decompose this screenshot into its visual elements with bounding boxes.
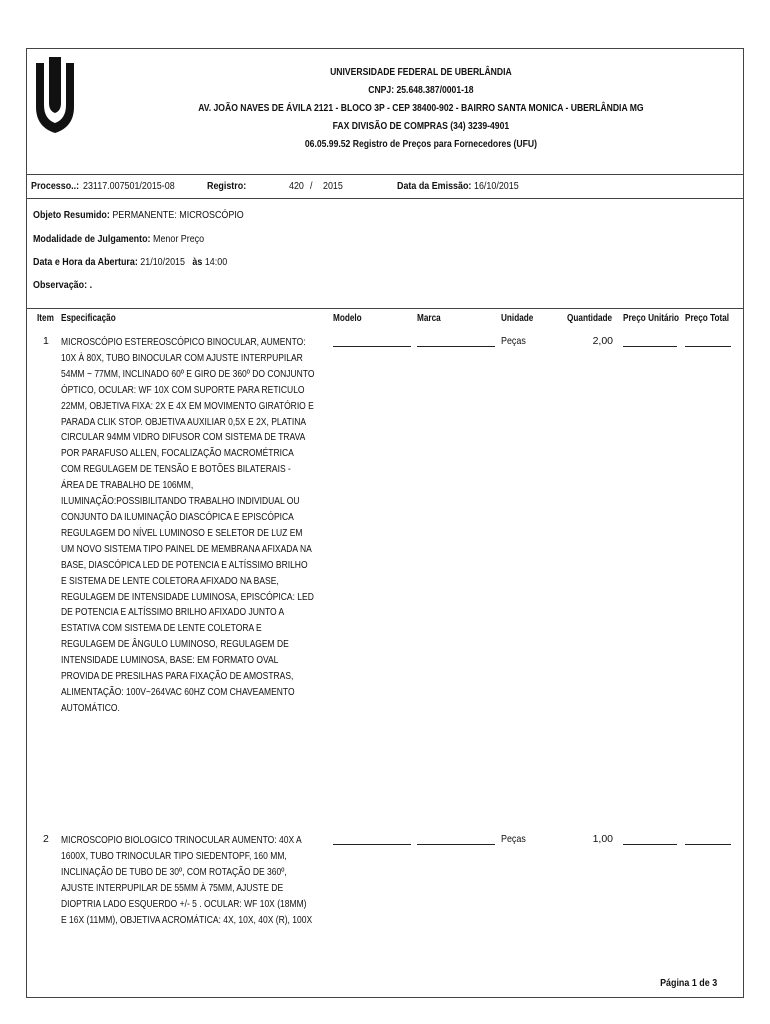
preco-unitario-blank xyxy=(623,844,677,845)
col-quantidade: Quantidade xyxy=(567,313,613,324)
abertura-time: 14:00 xyxy=(204,256,228,268)
modalidade-value: Menor Preço xyxy=(153,233,205,245)
university-name: UNIVERSIDADE FEDERAL DE UBERLÂNDIA xyxy=(330,66,512,78)
spec-line: REGULAGEM DO NÍVEL LUMINOSO E SELETOR DE LUZ EM xyxy=(61,526,303,539)
observacao-label: Observação: xyxy=(33,279,88,291)
spec-line: UM NOVO SISTEMA TIPO PAINEL DE MEMBRANA AFIXADA NA xyxy=(61,542,312,555)
modelo-blank xyxy=(333,844,411,845)
spec-line: MICROSCÓPIO ESTEREOSCÓPICO BINOCULAR, AUMENTO: xyxy=(61,336,306,348)
spec-line: CONJUNTO DA ILUMINAÇÃO DIASCÓPICA E EPISCÓPICA xyxy=(61,510,294,523)
spec-line: REGULAGEM DE ÂNGULO LUMINOSO, REGULAGEM DE xyxy=(61,638,289,651)
spec-line: ALIMENTAÇÃO: 100V~264VAC 60HZ COM CHAVEAMENTO xyxy=(61,685,295,698)
as-label: às xyxy=(192,256,203,268)
process-row xyxy=(27,175,743,199)
spec-line: E 16X (11MM), OBJETIVA ACROMÁTICA: 4X, 10X, 40X (R), 100X xyxy=(61,913,313,926)
fax: FAX DIVISÃO DE COMPRAS (34) 3239-4901 xyxy=(332,120,510,132)
spec-line: DIOPTRIA LADO ESQUERDO +/- 5 . OCULAR: WF 10X (18MM) xyxy=(61,897,307,910)
spec-line: ILUMINAÇÃO:POSSIBILITANDO TRABALHO INDIVIDUAL OU xyxy=(61,495,300,508)
spec-line: AJUSTE INTERPUPILAR DE 55MM À 75MM, AJUSTE DE xyxy=(61,881,284,894)
registro-sep: / xyxy=(310,180,313,192)
item-spec xyxy=(61,833,328,928)
spec-line: CIRCULAR 94MM VIDRO DIFUSOR COM SISTEMA DE TRAVA xyxy=(61,431,306,444)
spec-line: ESTATIVA COM SISTEMA DE LENTE COLETORA E xyxy=(61,622,262,635)
item-quantity: 2,00 xyxy=(592,335,613,347)
modelo-blank xyxy=(333,346,411,347)
spec-line: COM REGULAGEM DE TENSÃO E BOTÕES BILATERAIS - xyxy=(61,463,291,476)
observacao-value: . xyxy=(89,279,93,291)
spec-line: PARADA CLIK STOP. OBJETIVA AUXILIAR 0,5X E 2X, PLATINA xyxy=(61,415,307,428)
address: AV. JOÃO NAVES DE ÁVILA 2121 - BLOCO 3P - CEP 38400-902 - BAIRRO SANTA MONICA - UBERLÂNDIA MG xyxy=(198,102,644,114)
table-header xyxy=(27,311,743,331)
document-header xyxy=(27,49,743,175)
spec-line: MICROSCOPIO BIOLOGICO TRINOCULAR AUMENTO: 40X A xyxy=(61,834,302,846)
spec-line: INTENSIDADE LUMINOSA, BASE: EM FORMATO OVAL xyxy=(61,654,279,667)
spec-line: BASE, DIASCÓPICA LED DE POTENCIA E ALTÍSSIMO BRILHO xyxy=(61,558,308,571)
item-number: 2 xyxy=(43,833,49,845)
spec-line: ÓPTICO, OCULAR: WF 10X COM SUPORTE PARA RETICULO xyxy=(61,383,305,396)
marca-blank xyxy=(417,346,495,347)
report-title: 06.05.99.52 Registro de Preços para Fornecedores (UFU) xyxy=(304,138,537,150)
preco-unitario-blank xyxy=(623,346,677,347)
col-item: Item xyxy=(37,313,54,324)
page-footer xyxy=(660,977,717,989)
spec-line: AUTOMÁTICO. xyxy=(61,701,120,714)
cnpj: CNPJ: 25.648.387/0001-18 xyxy=(368,84,474,96)
registro-label: Registro: xyxy=(207,180,247,192)
spec-line: 54MM ~ 77MM, INCLINADO 60º E GIRO DE 360º DO CONJUNTO xyxy=(61,367,315,380)
spec-line: INCLINAÇÃO DE TUBO DE 30º, COM ROTAÇÃO DE 360º, xyxy=(61,865,287,878)
spec-line: PROVIDA DE PRESILHAS PARA FIXAÇÃO DE AMOSTRAS, xyxy=(61,670,294,683)
spec-line: ÁREA DE TRABALHO DE 106MM, xyxy=(61,479,194,492)
modalidade-label: Modalidade de Julgamento: xyxy=(33,233,151,245)
col-especificacao: Especificação xyxy=(61,313,116,324)
processo-label: Processo..: xyxy=(31,180,80,192)
registro-year: 2015 xyxy=(323,180,343,192)
page-total: 3 xyxy=(712,977,717,989)
ufu-logo xyxy=(33,55,77,135)
item-spec xyxy=(61,335,328,717)
col-preco-unitario: Preço Unitário xyxy=(623,313,680,324)
preco-total-blank xyxy=(685,346,731,347)
col-preco-total: Preço Total xyxy=(685,313,730,324)
spec-line: DE POTENCIA E ALTÍSSIMO BRILHO AFIXADO JUNTO A xyxy=(61,606,285,619)
item-unit: Peças xyxy=(501,833,526,845)
spec-line: REGULAGEM DE INTENSIDADE LUMINOSA, EPISCÓPICA: LED xyxy=(61,590,314,603)
emissao-value: 16/10/2015 xyxy=(474,180,519,192)
col-unidade: Unidade xyxy=(501,313,534,324)
emissao-label: Data da Emissão: xyxy=(397,180,472,192)
pagina-label: Página xyxy=(659,977,690,989)
spec-line: 10X À 80X, TUBO BINOCULAR COM AJUSTE INTERPUPILAR xyxy=(61,351,303,364)
spec-line: POR PARAFUSO ALLEN, FOCALIZAÇÃO MACROMÉTRICA xyxy=(61,447,294,460)
marca-blank xyxy=(417,844,495,845)
col-modelo: Modelo xyxy=(333,313,362,324)
objeto-label: Objeto Resumido: xyxy=(33,209,110,221)
objeto-value: PERMANENTE: MICROSCÓPIO xyxy=(112,209,244,221)
info-block xyxy=(27,201,743,309)
item-quantity: 1,00 xyxy=(592,833,613,845)
item-unit: Peças xyxy=(501,335,526,347)
processo-value: 23117.007501/2015-08 xyxy=(83,180,175,192)
spec-line: E SISTEMA DE LENTE COLETORA AFIXADO NA BASE, xyxy=(61,574,279,587)
abertura-date: 21/10/2015 xyxy=(140,256,185,268)
spec-line: 22MM, OBJETIVA FIXA: 2X E 4X EM MOVIMENTO GIRATÓRIO E xyxy=(61,399,314,412)
abertura-label: Data e Hora da Abertura: xyxy=(33,256,138,268)
spec-line: 1600X, TUBO TRINOCULAR TIPO SIEDENTOPF, 160 MM, xyxy=(61,849,287,862)
col-marca: Marca xyxy=(417,313,441,324)
registro-number: 420 xyxy=(289,180,304,192)
preco-total-blank xyxy=(685,844,731,845)
item-number: 1 xyxy=(43,335,49,347)
document-frame xyxy=(26,48,744,998)
de-label: de xyxy=(699,977,710,989)
page-number: 1 xyxy=(691,977,697,989)
